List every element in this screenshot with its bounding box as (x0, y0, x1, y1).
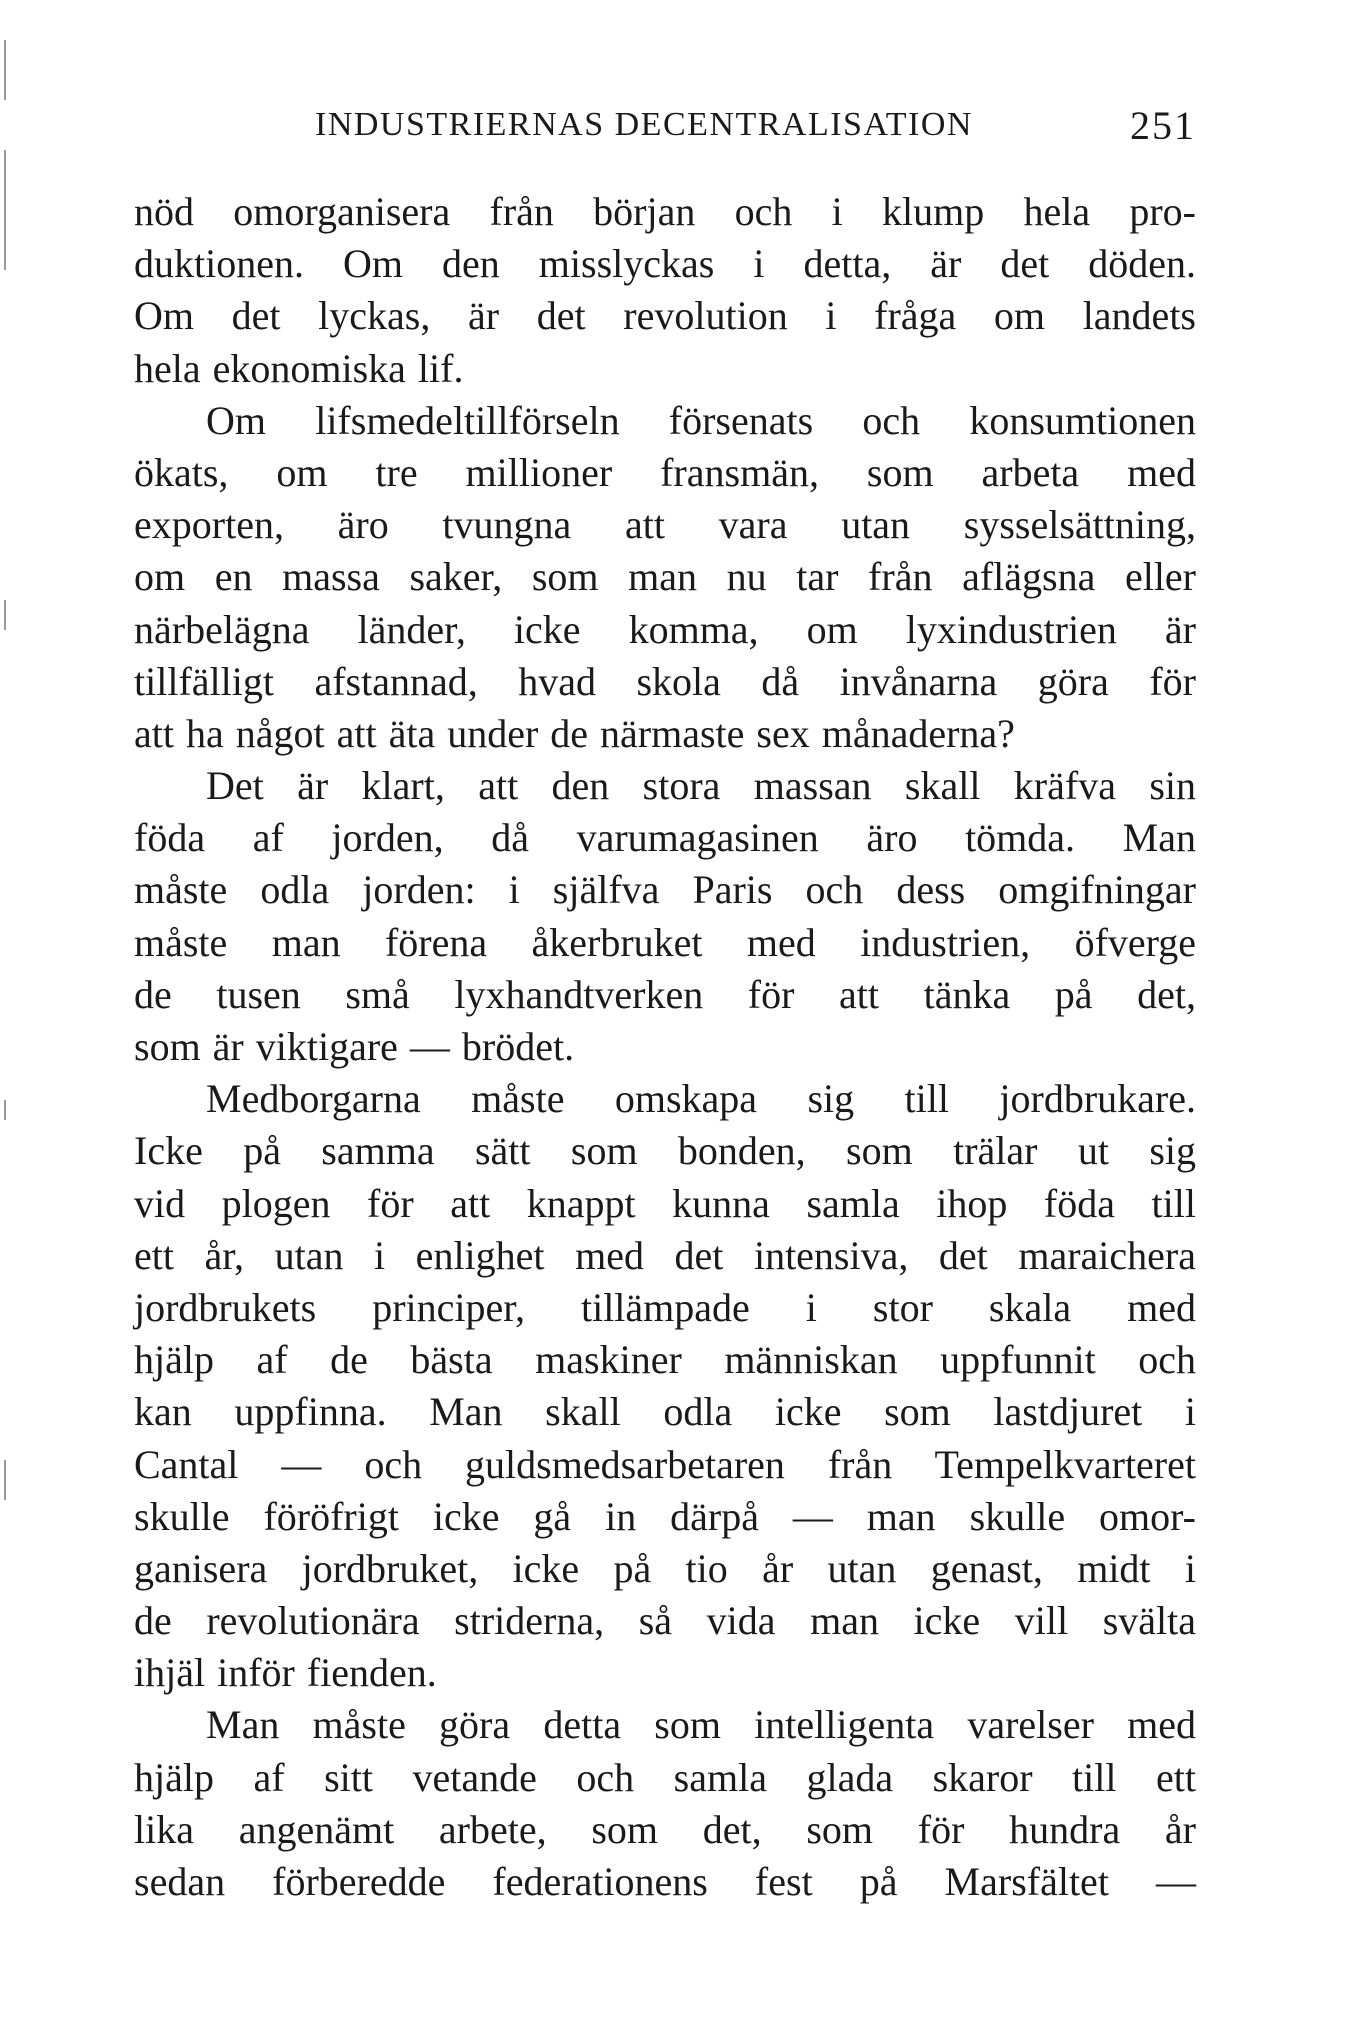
text-line: Man måste göra detta som intelligenta varelser med (206, 1702, 1196, 1748)
text-line: om en massa saker, som man nu tar från aflägsna eller (134, 554, 1196, 600)
text-line: tillfälligt afstannad, hvad skola då invånarna göra för (134, 658, 1196, 704)
text-line: närbelägna länder, icke komma, om lyxindustrien är (134, 606, 1196, 652)
text-line: Medborgarna måste omskapa sig till jordbrukare. (206, 1076, 1196, 1122)
text-line: kan uppfinna. Man skall odla icke som lastdjuret i (134, 1389, 1196, 1435)
page-number: 251 (1130, 103, 1196, 148)
text-line: måste man förena åkerbruket med industrien, öfverge (134, 919, 1196, 965)
text-line: exporten, äro tvungna att vara utan sysselsättning, (134, 502, 1196, 548)
text-line: måste odla jorden: i själfva Paris och dess omgifningar (134, 867, 1196, 913)
text-line: hela ekonomiska lif. (134, 345, 464, 391)
text-line: ett år, utan i enlighet med det intensiva, det maraichera (134, 1232, 1196, 1278)
text-line: Icke på samma sätt som bonden, som trälar ut sig (134, 1128, 1196, 1174)
text-line: skulle föröfrigt icke gå in därpå — man skulle omor- (134, 1493, 1196, 1539)
text-line: hjälp af sitt vetande och samla glada skaror till ett (134, 1754, 1196, 1800)
text-line: hjälp af de bästa maskiner människan uppfunnit och (134, 1337, 1196, 1383)
text-line: de revolutionära striderna, så vida man icke vill svälta (134, 1598, 1196, 1644)
text-line: som är viktigare — brödet. (134, 1024, 575, 1069)
scan-edge-marks (4, 0, 10, 2037)
running-title: INDUSTRIERNAS DECENTRALISATION (315, 106, 973, 143)
text-line: föda af jorden, då varumagasinen äro tömda. Man (134, 815, 1196, 861)
text-line: Det är klart, att den stora massan skall kräfva sin (206, 763, 1196, 809)
running-head (134, 103, 1196, 150)
text-line: ihjäl inför fienden. (134, 1650, 437, 1696)
text-line: jordbrukets principer, tillämpade i stor skala med (134, 1284, 1196, 1330)
text-line: att ha något att äta under de närmaste sex månaderna? (134, 710, 1015, 756)
text-line: Om det lyckas, är det revolution i fråga om landets (134, 293, 1196, 339)
text-line: ökats, om tre millioner fransmän, som arbeta med (134, 449, 1196, 495)
book-page (134, 0, 1196, 2037)
text-line: Cantal — och guldsmedsarbetaren från Tempelkvarteret (134, 1441, 1196, 1487)
text-line: lika angenämt arbete, som det, som för hundra år (134, 1806, 1196, 1852)
text-line: vid plogen för att knappt kunna samla ihop föda till (134, 1180, 1196, 1226)
text-line: de tusen små lyxhandtverken för att tänka på det, (134, 971, 1196, 1017)
body-text (134, 186, 1196, 1908)
text-line: Om lifsmedeltillförseln försenats och konsumtionen (206, 397, 1196, 443)
text-line: duktionen. Om den misslyckas i detta, är det döden. (134, 241, 1196, 287)
text-line: ganisera jordbruket, icke på tio år utan genast, midt i (134, 1545, 1196, 1591)
text-line: sedan förberedde federationens fest på Marsfältet — (134, 1859, 1196, 1904)
text-line: nöd omorganisera från början och i klump hela pro- (134, 189, 1196, 234)
